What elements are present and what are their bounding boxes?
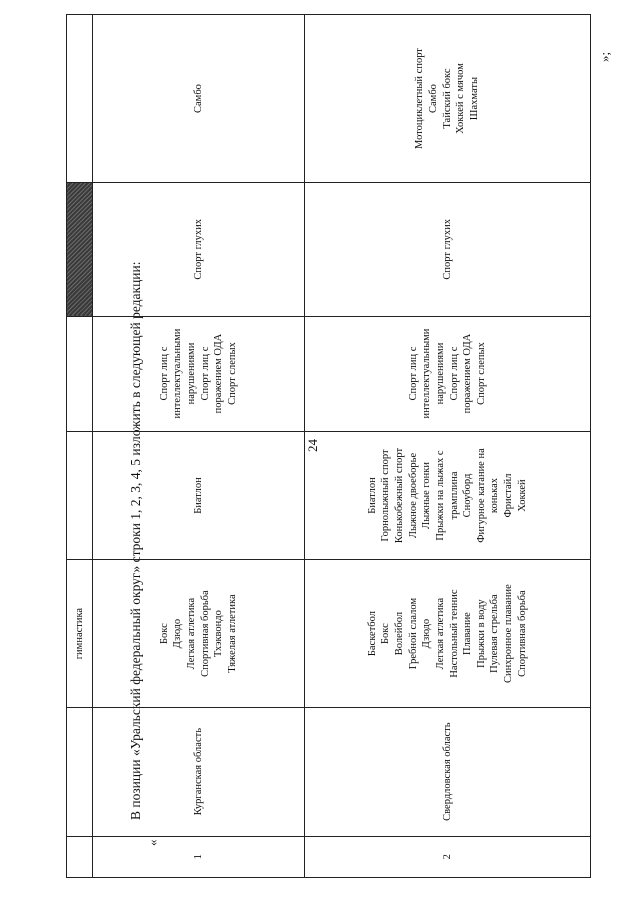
region-name: Курганская область	[93, 707, 305, 836]
sport-item: Синхронное плавание	[503, 584, 515, 683]
olympic-summer-cell	[305, 560, 591, 707]
close-quote: »;	[597, 51, 612, 62]
sport-item: Спортивная борьба	[516, 590, 528, 677]
table-row	[305, 15, 591, 878]
sport-item: Хоккей	[516, 479, 528, 512]
olympic-summer-cell	[93, 560, 305, 707]
sport-item: Пулевая стрельба	[489, 594, 501, 673]
sport-item: Лыжное двоеборье	[407, 452, 419, 539]
sport-item: Баскетбол	[366, 611, 378, 657]
sport-item: Лыжные гонки	[421, 462, 433, 530]
sport-item: Мотоциклетный спорт	[414, 48, 426, 149]
sport-item: Спорт глухих	[192, 218, 204, 280]
sport-item: Дзюдо	[421, 618, 433, 649]
sport-item: Настольный теннис	[448, 589, 460, 678]
sport-item: Самбо	[192, 84, 204, 113]
open-quote: «	[145, 839, 160, 846]
sport-item: Шахматы	[468, 76, 480, 121]
sport-item: Фигурное катание на коньках	[475, 448, 501, 543]
cont-region-cell	[67, 707, 93, 836]
olympic-winter-cell	[305, 431, 591, 560]
sport-item: Хоккей с мячом	[455, 63, 467, 134]
cont-nonolympic-cell	[67, 15, 93, 183]
non-olympic-cell	[93, 15, 305, 183]
continuation-row	[67, 15, 93, 878]
sport-item: Прыжки на лыжах с трамплина	[434, 450, 460, 541]
regions-table	[66, 14, 590, 878]
sport-item: Спорт слепых	[475, 342, 487, 405]
sport-item: Спортивная борьба	[199, 590, 211, 677]
cont-winter-cell	[67, 431, 93, 560]
sport-item: Спорт лиц с поражением ОДА	[199, 333, 225, 414]
row-number: 2	[305, 836, 591, 877]
sport-item: Тайский бокс	[441, 68, 453, 129]
cont-paralympic-cell	[67, 316, 93, 431]
sport-item: Конькобежный спорт	[393, 447, 405, 544]
sport-item: Биатлон	[192, 477, 204, 514]
sport-item: Спорт глухих	[441, 218, 453, 280]
sport-item: Спорт лиц с поражением ОДА	[448, 333, 474, 414]
page-number: 24	[305, 439, 320, 452]
sport-item: Гребной слалом	[407, 597, 419, 670]
paralympic-cell	[305, 316, 591, 431]
row-number: 1	[93, 836, 305, 877]
sport-item: Тяжелая атлетика	[226, 594, 238, 673]
sport-item: Спорт лиц с интеллектуальными нарушениями	[158, 328, 197, 419]
sport-item: Дзюдо	[172, 618, 184, 649]
cont-num-cell	[67, 836, 93, 877]
sport-item: Легкая атлетика	[434, 597, 446, 670]
sport-item: Тхэквондо	[213, 610, 225, 658]
sport-item: Бокс	[380, 623, 392, 644]
sport-item: Спорт слепых	[226, 342, 238, 405]
sport-item: Бокс	[158, 623, 170, 644]
table-row	[93, 15, 305, 878]
sport-item: Плавание	[462, 612, 474, 656]
sport-item: Спорт лиц с интеллектуальными нарушениями	[407, 328, 446, 419]
sport-item: Биатлон	[366, 477, 378, 514]
region-name: Свердловская область	[305, 707, 591, 836]
deaf-sport-cell	[305, 183, 591, 316]
sport-item: Сноуборд	[462, 473, 474, 518]
paralympic-cell	[93, 316, 305, 431]
sport-item: Самбо	[428, 84, 440, 113]
sport-item: Легкая атлетика	[185, 597, 197, 670]
cont-summer-cell: гимнастика	[67, 560, 93, 707]
sport-item: Волейбол	[393, 611, 405, 656]
non-olympic-cell	[305, 15, 591, 183]
cont-deaf-cell-shaded	[67, 183, 93, 316]
deaf-sport-cell	[93, 183, 305, 316]
instruction-text: В позиции «Уральский федеральный округ» строки 1, 2, 3, 4, 5 изложить в следующей редакции:	[128, 261, 143, 820]
sport-item: Горнолыжный спорт	[380, 449, 392, 542]
olympic-winter-cell	[93, 431, 305, 560]
sport-item: Фристайл	[503, 473, 515, 518]
sport-item: Прыжки в воду	[475, 599, 487, 668]
